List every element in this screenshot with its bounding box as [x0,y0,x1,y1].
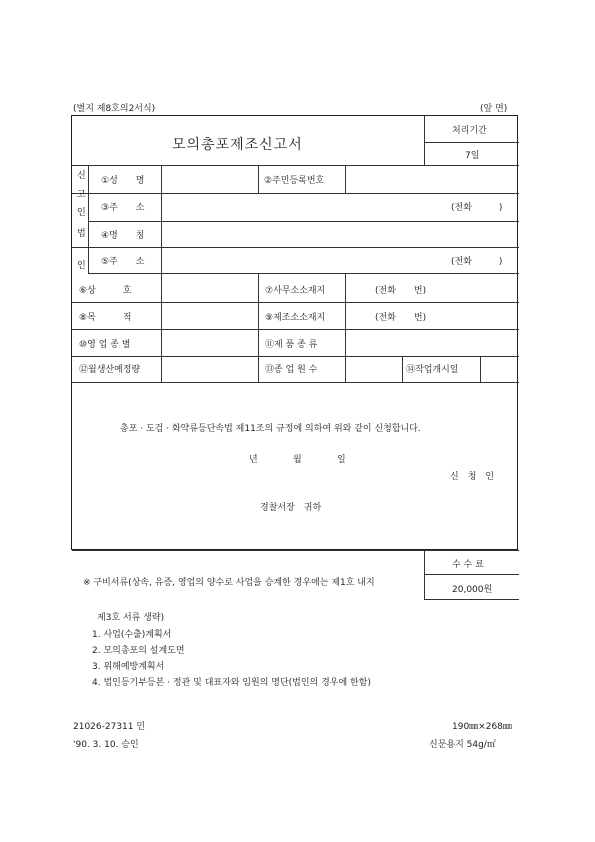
office-location-label: ⑦사무소소재지 [265,286,326,296]
start-date-label: ⑭작업개시일 [406,365,459,375]
business-type-label: ⑩영 업 종 별 [79,340,131,350]
footer-size: 190㎜×268㎜ [452,722,512,732]
applicant-phone: (전화 ) [451,203,503,213]
recipient: 경찰서장 귀하 [260,503,322,513]
document-item: 3. 위해예방계획서 [92,662,165,672]
corporation-address-label: ⑤주 소 [101,257,145,267]
name-label: ①성 명 [101,176,145,186]
product-type-label: ⑪제 품 종 류 [265,340,318,350]
applicant-signature-label: 신 청 인 [450,472,495,482]
rrn-label: ②주민등록번호 [264,176,325,186]
footer-code: 21026-27311 민 [73,722,146,732]
monthly-production-label: ⑫월생산예정량 [79,365,141,375]
corporation-group-char: 인 [77,261,86,271]
date-year: 년 [249,455,258,465]
trade-name-label: ⑥상 호 [79,286,132,296]
fee-label: 수 수 료 [452,560,484,570]
front-side-label: (앞 면) [480,104,508,114]
employees-label: ⑬종 업 원 수 [265,365,318,375]
documents-header [83,576,423,590]
office-phone: (전화 번) [375,286,427,296]
corporation-group-char: 법 [77,229,86,239]
applicant-group-char: 고 [77,190,86,200]
declaration-statement: 총포 · 도검 · 화약류등단속법 제11조의 규정에 의하여 위와 같이 신청합니다. [120,424,421,434]
documents-header-cont: 제3호 서류 생략) [97,613,165,623]
document-item: 4. 법인등기부등본 · 정관 및 대표자와 임원의 명단(법인의 경우에 한함) [92,678,371,688]
fee-amount: 20,000원 [452,585,493,595]
document-item: 2. 모의총포의 설계도면 [92,646,185,656]
form-number: (별지 제8호의2서식) [73,104,156,114]
processing-period-value: 7일 [465,151,480,161]
form-title: 모의총포제조신고서 [172,137,303,153]
footer-paper: 신문용지 54g/㎡ [429,740,496,750]
date-month: 월 [293,455,302,465]
factory-location-label: ⑨제조소소재지 [265,313,326,323]
factory-phone: (전화 번) [375,313,427,323]
processing-period-label: 처리기간 [452,126,487,136]
footer-approval: '90. 3. 10. 승인 [73,740,139,750]
applicant-group-char: 신 [77,171,86,181]
documents-header-text: ※ 구비서류(상속, 유증, 영업의 양수로 사업을 승계한 경우에는 제1호 내지 [83,578,375,588]
purpose-label: ⑧목 적 [79,313,132,323]
applicant-group-char: 인 [77,208,86,218]
corporation-name-label: ④명 칭 [101,231,145,241]
applicant-address-label: ③주 소 [101,203,145,213]
document-item: 1. 사업(수출)계획서 [92,630,172,640]
corporation-phone: (전화 ) [451,257,503,267]
date-day: 일 [337,455,346,465]
